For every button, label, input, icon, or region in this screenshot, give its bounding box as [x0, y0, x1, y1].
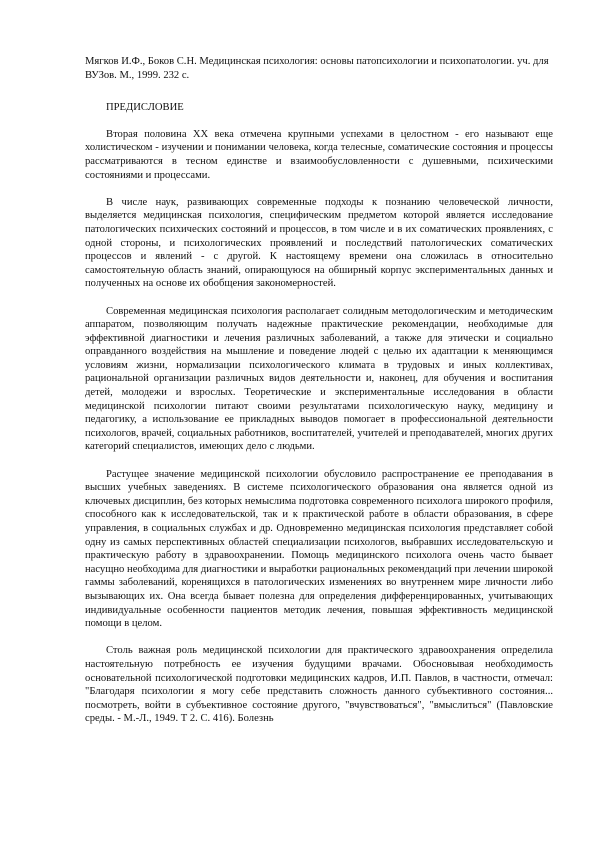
- document-page: [85, 55, 553, 740]
- paragraph-5: Столь важная роль медицинской психологии для практического здравоохранения определила настоятельную потребность ее изучения будущими врачами. Обосновывая необходимость основательной психологической подготовки медицинских кадров, И.П. Павлов, в частности, отмечал: "Благодаря психологии я могу себе представить сложность данного субъективного состояния... посмотреть, войти в субъективное состояние другого, "вчувствоваться", "вмыслиться" (Павловские среды. - М.-Л., 1949. Т 2. С. 416). Болезнь: [85, 645, 553, 725]
- paragraph-3: Современная медицинская психология располагает солидным методологическим и методическим аппаратом, позволяющим получать надежные практические рекомендации, необходимые для эффективной диагностики и лечения различных заболеваний, а также для этически и социально оправданного воздействия на мышление и поведение людей с целью их адаптации к меняющимся условиям жизни, нормализации психологического климата в трудовых и иных коллективах, рациональной организации различных видов деятельности и, наконец, для обучения и воспитания детей, молодежи и взрослых. Теоретические и экспериментальные исследования в области медицинской психологии питают своими результатами психологическую науку, медицину и педагогику, а использование ее прикладных выводов помогает в профессиональной деятельности психологов, врачей, социальных работников, воспитателей, учителей и преподавателей, многих других категорий специалистов, имеющих дело с людьми.: [85, 305, 553, 453]
- paragraph-2: В числе наук, развивающих современные подходы к познанию человеческой личности, выделяется медицинская психология, специфическим предметом которой является исследование патологических психических состояний и процессов, в том числе и в их соматических проявлениях, с одной стороны, и психологических проявлений и последствий патологических соматических процессов и явлений - с другой. К настоящему времени она сложилась в относительно самостоятельную область знаний, опирающуюся на обширный корпус экспериментальных данных и полученных на основе их обобщения закономерностей.: [85, 196, 553, 290]
- paragraph-4: Растущее значение медицинской психологии обусловило распространение ее преподавания в высших учебных заведениях. В системе психологического образования она является одной из ключевых дисциплин, без которых немыслима подготовка современного психолога широкого профиля, способного как к исследовательской, так и к практической работе в области образования, в сфере управления, в социальных службах и др. Одновременно медицинская психология представляет собой одну из самых перспективных областей специализации психологов, выбравших исследовательскую и практическую работу в здравоохранении. Помощь медицинского психолога очень часто бывает насущно необходима для диагностики и выработки рациональных рекомендаций при лечении широкой гаммы заболеваний, коренящихся в патологических изменениях во внутреннем мире личности либо вызывающих их. Она всегда бывает полезна для определения дифференцированных, учитывающих индивидуальные особенности пациентов методик лечения, повышая эффективность медицинской помощи в целом.: [85, 468, 553, 630]
- section-heading: ПРЕДИСЛОВИЕ: [106, 102, 184, 114]
- bibliographic-citation: Мягков И.Ф., Боков С.Н. Медицинская психология: основы патопсихологии и психопатологии. уч. для ВУЗов. М., 1999. 232 с.: [85, 56, 549, 81]
- paragraph-1: Вторая половина XX века отмечена крупными успехами в целостном - его называют еще холистическом - изучении и понимании человека, когда телесные, соматические состояния и процессы рассматриваются в тесном единстве и взаимообусловленности с душевными, психическими состояниями и процессами.: [85, 128, 553, 181]
